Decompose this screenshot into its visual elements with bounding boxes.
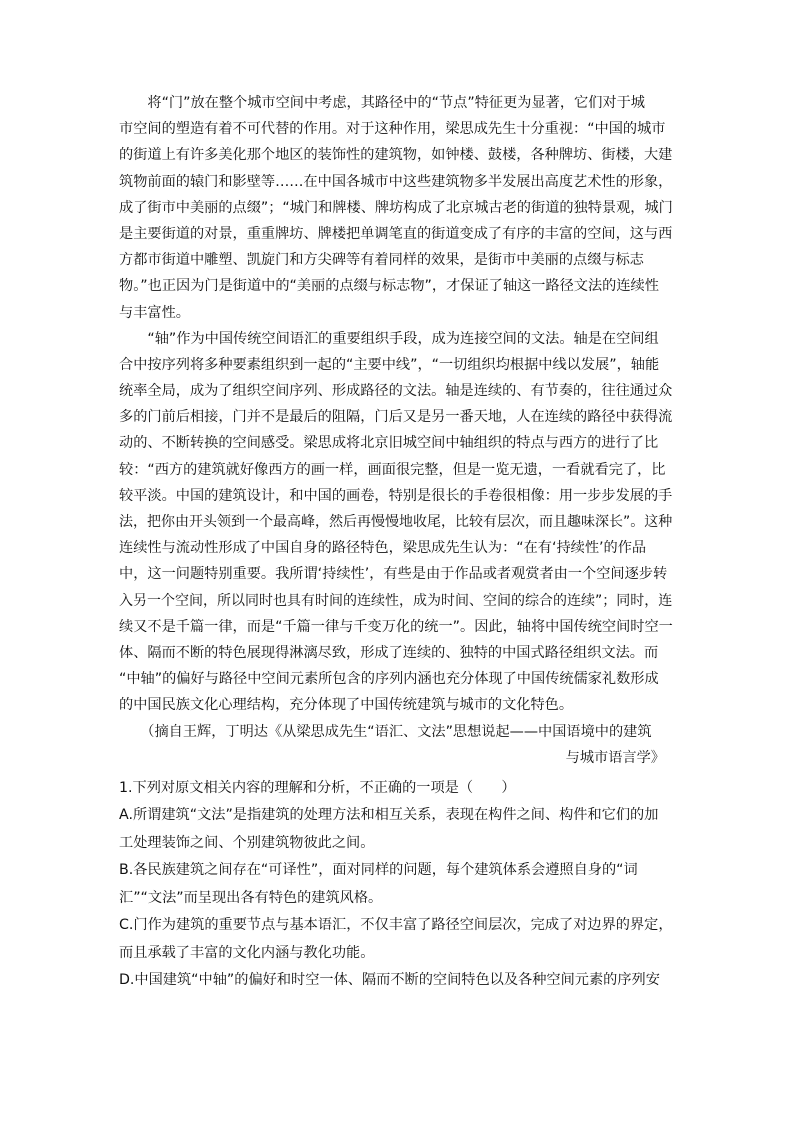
source-citation-line: 与城市语言学》: [565, 749, 665, 766]
option-b-continued: 汇”“文法”而呈现出各有特色的建筑风格。: [119, 889, 383, 906]
passage: [119, 90, 675, 719]
document-content: [119, 90, 675, 995]
passage-line: 较平淡。中国的建筑设计，和中国的画卷，特别是很长的手卷很相像：用一步步发展的手: [119, 487, 673, 504]
passage-line: 方都市街道中雕塑、凯旋门和方尖碑等有着同样的效果，是街市中美丽的点缀与标志: [119, 252, 644, 269]
option-b[interactable]: B.各民族建筑之间存在“可译性”，面对同样的问题，每个建筑体系会遵照自身的“词: [119, 862, 638, 879]
source-citation-line: （摘自王辉，丁明达《从梁思成先生“语汇、文法”思想说起——中国语境中的建筑: [119, 723, 652, 740]
passage-line: 合中按序列将多种要素组织到一起的“主要中线”，“一切组织均根据中线以发展”，轴能: [119, 356, 660, 373]
passage-line: 多的门前后相接，门并不是最后的阻隔，门后又是另一番天地，人在连续的路径中获得流: [119, 409, 673, 426]
option-a[interactable]: A.所谓建筑“文法”是指建筑的处理方法和相互关系，表现在构件之间、构件和它们的加: [119, 807, 659, 824]
source-citation: [119, 719, 675, 771]
passage-line: 中，这一问题特别重要。我所谓‘持续性’，有些是由于作品或者观赏者由一个空间逐步转: [119, 566, 668, 583]
question-1: [119, 775, 675, 995]
passage-line: 入另一个空间，所以同时也具有时间的连续性，成为时间、空间的综合的连续”；同时，连: [119, 592, 673, 609]
passage-line: “中轴”的偏好与路径中空间元素所包含的序列内涵也充分体现了中国传统儒家礼数形成: [119, 671, 659, 688]
passage-line: 较：“西方的建筑就好像西方的画一样，画面很完整，但是一览无遗，一看就看完了，比: [119, 461, 666, 478]
passage-line: 成了街市中美丽的点缀”；“城门和牌楼、牌坊构成了北京城古老的街道的独特景观，城门: [119, 199, 673, 216]
passage-line: 市空间的塑造有着不可代替的作用。对于这种作用，梁思成先生十分重视：“中国的城市: [119, 121, 666, 138]
passage-line: 续又不是千篇一律，而是“千篇一律与千变万化的统一”。因此，轴将中国传统空间时空一: [119, 618, 673, 635]
passage-line: 法，把你由开头领到一个最高峰，然后再慢慢地收尾，比较有层次，而且趣味深长”。这种: [119, 514, 673, 530]
passage-line: 连续性与流动性形成了中国自身的路径特色，梁思成先生认为：“在有‘持续性’的作品: [119, 540, 647, 557]
option-d[interactable]: D.中国建筑“中轴”的偏好和时空一体、隔而不断的空间特色以及各种空间元素的序列安: [119, 972, 660, 989]
question-stem: 1.下列对原文相关内容的理解和分析，不正确的一项是（ ）: [119, 779, 516, 796]
option-a-continued: 工处理装饰之间、个别建筑物彼此之间。: [119, 834, 375, 851]
passage-line: 动的、不断转换的空间感受。梁思成将北京旧城空间中轴组织的特点与西方的进行了比: [119, 435, 659, 452]
passage-line: 物。”也正因为门是街道中的“美丽的点缀与标志物”，才保证了轴这一路径文法的连续性: [119, 278, 659, 295]
passage-line: “轴”作为中国传统空间语汇的重要组织手段，成为连接空间的文法。轴是在空间组: [119, 330, 659, 347]
passage-line: 将“门”放在整个城市空间中考虑，其路径中的“节点”特征更为显著，它们对于城: [119, 95, 645, 111]
passage-line: 是主要街道的对景，重重牌坊、牌楼把单调笔直的街道变成了有序的丰富的空间，这与西: [119, 225, 673, 242]
passage-line: 的街道上有许多美化那个地区的装饰性的建筑物，如钟楼、鼓楼，各种牌坊、街楼，大建: [119, 147, 673, 164]
passage-line: 的中国民族文化心理结构，充分体现了中国传统建筑与城市的文化特色。: [119, 697, 574, 714]
passage-line: 筑物前面的辕门和影壁等……在中国各城市中这些建筑物多半发展出高度艺术性的形象，: [119, 173, 673, 190]
option-c-continued: 而且承载了丰富的文化内涵与教化功能。: [119, 944, 375, 961]
option-c[interactable]: C.门作为建筑的重要节点与基本语汇，不仅丰富了路径空间层次，完成了对边界的界定，: [119, 917, 673, 934]
passage-line: 与丰富性。: [119, 304, 190, 321]
passage-line: 体、隔而不断的特色展现得淋漓尽致，形成了连续的、独特的中国式路径组织文法。而: [119, 644, 659, 661]
passage-line: 统率全局，成为了组织空间序列、形成路径的文法。轴是连续的、有节奏的，往往通过众: [119, 383, 673, 400]
